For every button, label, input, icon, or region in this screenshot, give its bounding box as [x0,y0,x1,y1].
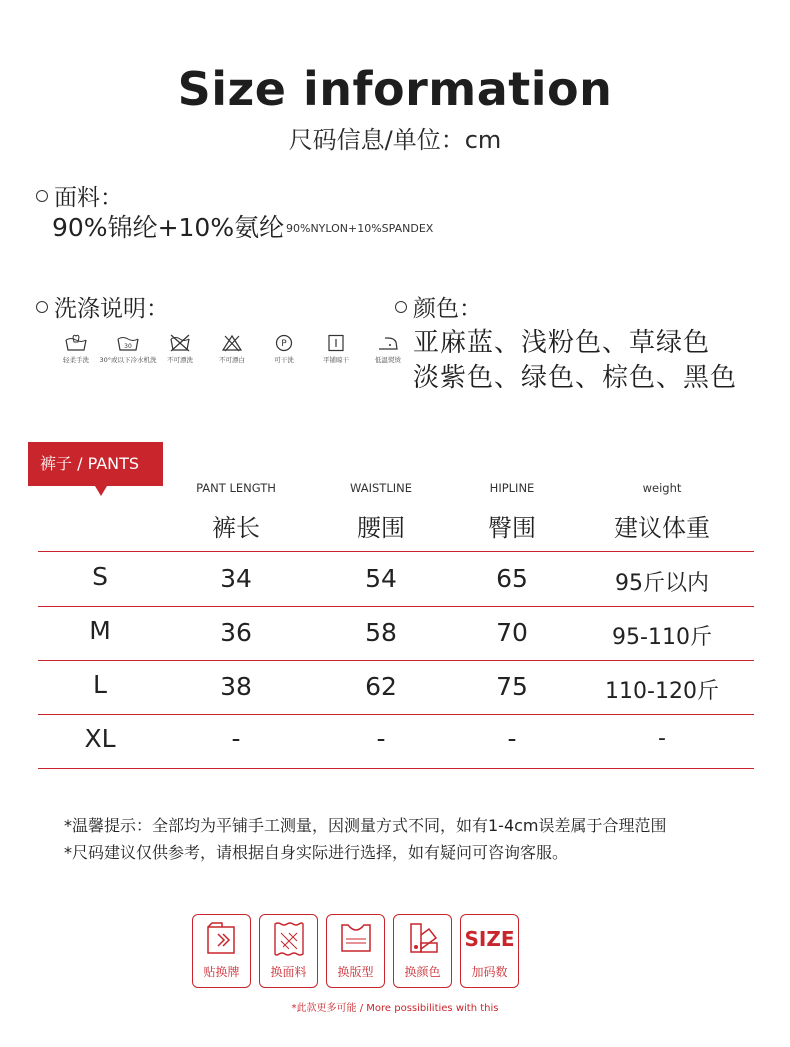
bullet-icon [36,190,48,202]
hip-cell: 75 [496,672,528,701]
waist-cell: - [376,724,386,753]
wash-item [310,334,362,364]
hip-cell: 70 [496,618,528,647]
wash-item-label: 低温熨烫 [375,356,401,364]
service-label: 换颜色 [404,965,441,979]
length-cell: 38 [220,672,252,701]
service-label: 换面料 [270,965,307,979]
wash-label: 洗涤说明： [54,296,169,322]
service-label-swap[interactable] [192,914,251,988]
line-dry-icon [324,334,348,352]
note-size-advice: *尺码建议仅供参考，请根据自身实际进行选择，如有疑问可咨询客服。 [64,843,569,862]
waist-cell: 54 [365,564,397,593]
service-pattern-swap[interactable] [326,914,385,988]
color-line-1: 亚麻蓝、浅粉色、草绿色 [413,328,711,358]
low-iron-icon [376,334,400,352]
pants-tag: 裤子 / PANTS [28,442,163,486]
col-header-cn-waist: 腰围 [357,514,405,542]
wash-section-header [36,290,169,323]
wash-icons [50,334,414,364]
hip-cell: - [507,724,517,753]
page-subtitle: 尺码信息/单位：cm [288,126,502,154]
fabric-composition: 90%锦纶+10%氨纶 [52,213,285,242]
pattern-swap-icon [336,921,376,957]
dry-clean-icon [272,334,296,352]
bullet-icon [395,301,407,313]
wash-item [99,334,157,364]
table-divider [38,714,754,715]
table-divider [38,606,754,607]
fabric-composition-en: 90%NYLON+10%SPANDEX [286,222,434,235]
col-header-en-waist: WAISTLINE [350,481,412,495]
col-header-en-hip: HIPLINE [489,481,535,495]
length-cell: - [231,724,241,753]
col-header-en-weight: weight [642,481,682,495]
machine-wash-30-icon [116,334,140,352]
length-cell: 36 [220,618,252,647]
color-swap-icon [403,921,443,957]
note-measurement: *温馨提示：全部均为平铺手工测量，因测量方式不同，如有1-4cm误差属于合理范围 [64,816,667,835]
wash-item-label: 可干洗 [274,356,294,364]
col-header-cn-weight: 建议体重 [614,514,710,542]
service-label: 贴换牌 [203,965,240,979]
wash-item-label: 轻柔手洗 [63,356,89,364]
footer-note: *此款更多可能 / More possibilities with this [291,1003,499,1014]
wash-item [206,334,258,364]
size-cell: XL [84,724,116,753]
col-header-cn-hip: 臀围 [488,514,536,542]
hand-wash-icon [64,334,88,352]
service-fabric-swap[interactable] [259,914,318,988]
label-swap-icon [202,921,242,957]
size-add-icon: SIZE [464,927,515,951]
service-label: 换版型 [337,965,374,979]
waist-cell: 62 [365,672,397,701]
no-bleach-icon [168,334,192,352]
table-divider [38,660,754,661]
table-divider [38,768,754,769]
size-cell: L [93,670,107,699]
wash-item-label: 30°或以下冷水机洗 [99,356,157,364]
notes [64,812,667,866]
fabric-label: 面料： [54,185,123,211]
service-label: 加码数 [471,965,508,979]
wash-item [50,334,102,364]
wash-item [362,334,414,364]
color-line-2: 淡紫色、绿色、棕色、黑色 [413,363,738,393]
dry-clean-letter: P [281,339,287,349]
colors-section-header [395,290,482,323]
service-options [192,914,519,988]
size-cell: M [89,616,111,645]
wash-item-label: 不可漂洗 [167,356,193,364]
col-header-cn-length: 裤长 [212,514,260,542]
pants-tag-arrow [95,486,107,496]
col-header-en-length: PANT LENGTH [196,481,276,495]
hip-cell: 65 [496,564,528,593]
colors-label: 颜色： [413,296,482,322]
no-tumble-dry-icon [220,334,244,352]
color-list [413,326,737,396]
wash-temp-text: 30 [124,343,132,350]
wash-item [258,334,310,364]
fabric-swap-icon [269,921,309,957]
wash-item [154,334,206,364]
wash-item-label: 平铺晾干 [323,356,349,364]
weight-cell: 95-110斤 [612,625,712,650]
waist-cell: 58 [365,618,397,647]
size-cell: S [92,562,108,591]
service-size-add[interactable] [460,914,519,988]
bullet-icon [36,301,48,313]
wash-item-label: 不可漂白 [219,356,245,364]
length-cell: 34 [220,564,252,593]
weight-cell: 110-120斤 [605,679,719,704]
weight-cell: - [658,726,666,751]
service-color-swap[interactable] [393,914,452,988]
page-title: Size information [177,62,613,116]
weight-cell: 95斤以内 [615,571,709,596]
table-divider [38,551,754,552]
